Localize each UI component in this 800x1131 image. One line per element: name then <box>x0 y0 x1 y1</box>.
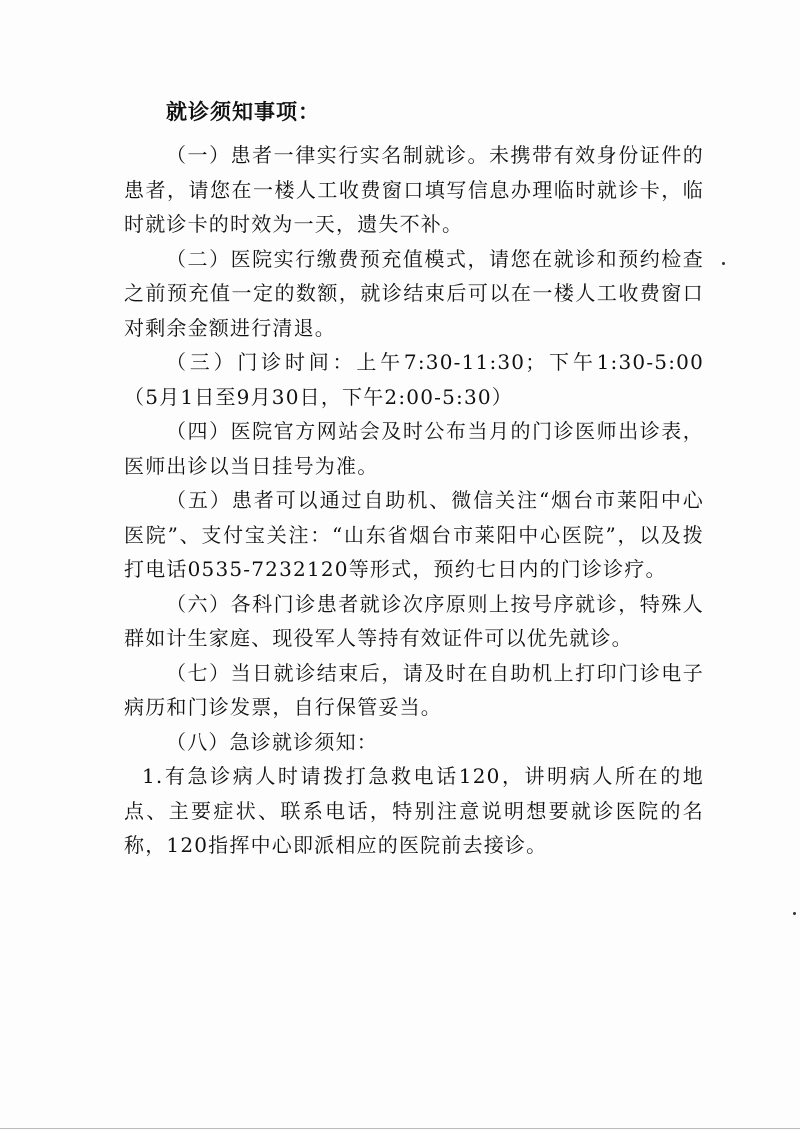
page-bottom-edge <box>0 1128 800 1129</box>
paragraph-5: （五）患者可以通过自助机、微信关注“烟台市莱阳中心医院”、支付宝关注：“山东省烟台市莱阳中心医院”，以及拨打电话0535-7232120等形式，预约七日内的门诊诊疗。 <box>124 488 704 581</box>
paragraph-9: 1.有急诊病人时请拨打急救电话120，讲明病人所在的地点、主要症状、联系电话，特别注意说明想要就诊医院的名称，120指挥中心即派相应的医院前去接诊。 <box>124 764 704 857</box>
scan-speck <box>793 912 796 915</box>
page-title: 就诊须知事项： <box>166 100 320 124</box>
paragraph-3: （三）门诊时间：上午7:30-11:30；下午1:30-5:00（5月1日至9月30日，下午2:00-5:30） <box>124 350 704 409</box>
notice-body <box>124 138 704 863</box>
paragraph-8: （八）急诊就诊须知： <box>166 729 378 754</box>
scan-speck <box>722 262 725 265</box>
paragraph-2: （二）医院实行缴费预充值模式，请您在就诊和预约检查之前预充值一定的数额，就诊结束后可以在一楼人工收费窗口对剩余金额进行清退。 <box>124 246 704 340</box>
paragraph-7: （七）当日就诊结束后，请及时在自助机上打印门诊电子病历和门诊发票，自行保管妥当。 <box>124 660 704 719</box>
paragraph-4: （四）医院官方网站会及时公布当月的门诊医师出诊表，医师出诊以当日挂号为准。 <box>124 419 704 478</box>
paragraph-1: （一）患者一律实行实名制就诊。未携带有效身份证件的患者，请您在一楼人工收费窗口填写信息办理临时就诊卡，临时就诊卡的时效为一天，遗失不补。 <box>124 143 704 236</box>
paragraph-6: （六）各科门诊患者就诊次序原则上按号序就诊，特殊人群如计生家庭、现役军人等持有效证件可以优先就诊。 <box>124 591 704 650</box>
